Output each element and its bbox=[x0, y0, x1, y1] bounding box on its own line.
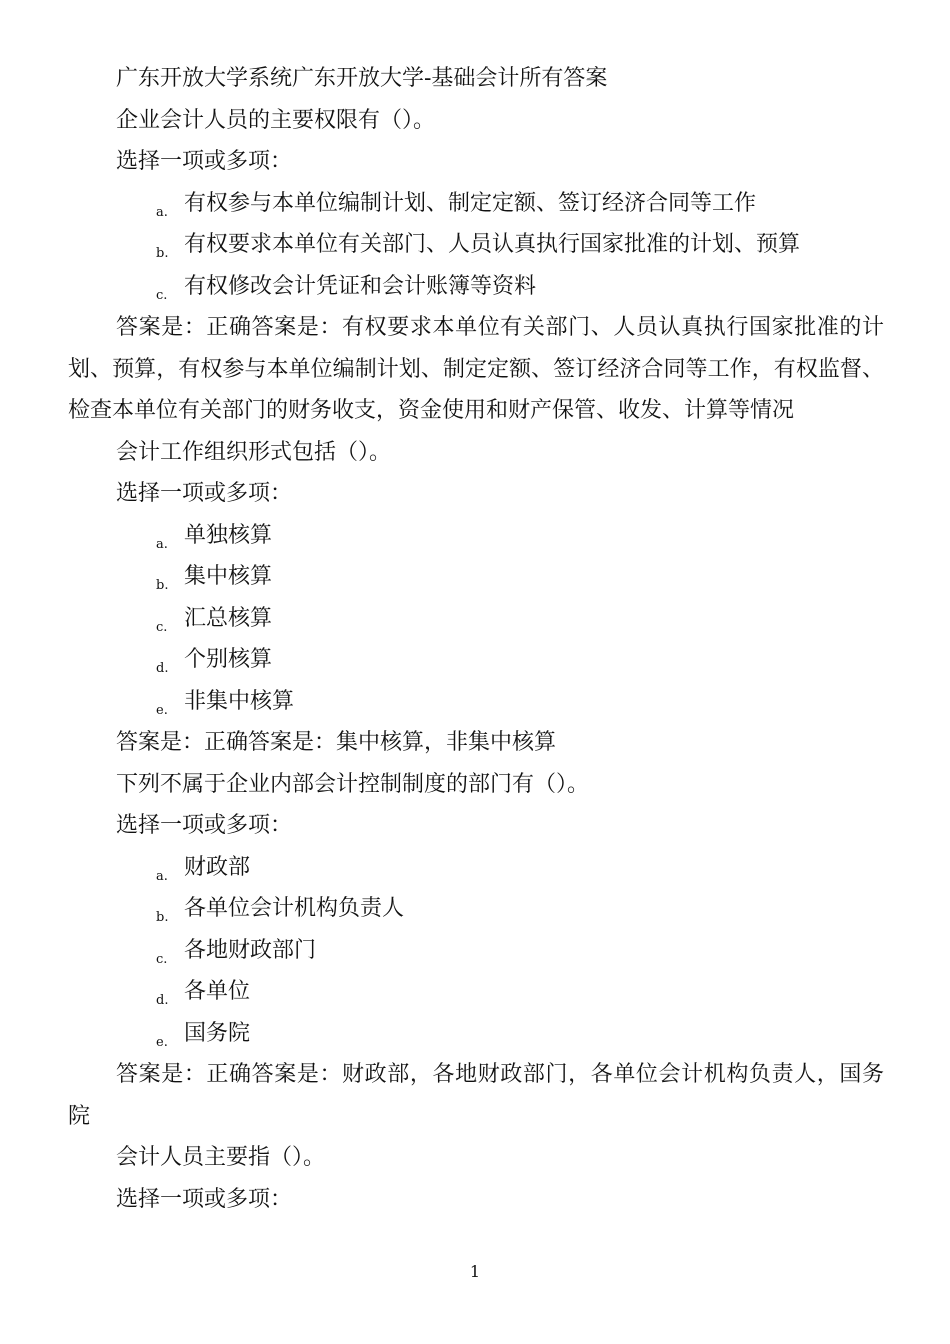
option-letter: b. bbox=[156, 910, 169, 925]
option-letter: b. bbox=[156, 246, 169, 261]
question-block bbox=[68, 1137, 884, 1220]
answer-text: 答案是：正确答案是：集中核算，非集中核算 bbox=[116, 730, 557, 755]
page-number: 1 bbox=[469, 1262, 481, 1281]
option-text: 单独核算 bbox=[184, 522, 273, 548]
question-text: 会计人员主要指（）。 bbox=[116, 1145, 326, 1170]
option-item bbox=[68, 847, 884, 889]
option-item bbox=[68, 556, 884, 598]
question-prompt: 选择一项或多项： bbox=[116, 149, 293, 174]
option-letter: a. bbox=[156, 868, 168, 884]
option-letter: c. bbox=[156, 619, 168, 635]
option-letter: a. bbox=[156, 204, 168, 220]
option-item bbox=[68, 888, 884, 930]
option-letter: c. bbox=[156, 287, 168, 303]
question-block bbox=[68, 432, 884, 764]
option-item bbox=[68, 183, 884, 225]
option-text: 个别核算 bbox=[184, 647, 273, 672]
option-item bbox=[68, 971, 884, 1013]
option-letter: e. bbox=[156, 1034, 168, 1050]
answer-text: 答案是：正确答案是：有权要求本单位有关部门、人员认真执行国家批准的计划、预算，有权参与本单位编制计划、制定定额、签订经济合同等工作，有权监督、检查本单位有关部门的财务收支，资金使用和财产保管、收发、计算等情况 bbox=[68, 315, 884, 423]
question-text: 下列不属于企业内部会计控制制度的部门有（）。 bbox=[116, 771, 590, 797]
question-prompt: 选择一项或多项： bbox=[116, 1186, 293, 1212]
option-text: 有权修改会计凭证和会计账簿等资料 bbox=[184, 273, 537, 299]
option-letter: c. bbox=[156, 951, 168, 967]
option-text: 有权参与本单位编制计划、制定定额、签订经济合同等工作 bbox=[184, 190, 757, 216]
option-text: 财政部 bbox=[184, 854, 251, 880]
option-text: 集中核算 bbox=[184, 564, 273, 589]
question-block bbox=[68, 100, 884, 432]
document-title: 广东开放大学系统广东开放大学-基础会计所有答案 bbox=[116, 66, 608, 91]
question-text: 会计工作组织形式包括（）。 bbox=[116, 439, 392, 465]
option-item bbox=[68, 681, 884, 723]
question-text: 企业会计人员的主要权限有（）。 bbox=[116, 107, 436, 133]
option-letter: e. bbox=[156, 702, 168, 718]
option-item bbox=[68, 930, 884, 972]
option-text: 有权要求本单位有关部门、人员认真执行国家批准的计划、预算 bbox=[184, 232, 801, 257]
option-text: 非集中核算 bbox=[184, 688, 295, 714]
question-prompt: 选择一项或多项： bbox=[116, 813, 293, 838]
option-item bbox=[68, 266, 884, 308]
option-item bbox=[68, 224, 884, 266]
option-item bbox=[68, 515, 884, 557]
option-text: 国务院 bbox=[184, 1020, 251, 1046]
question-prompt: 选择一项或多项： bbox=[116, 481, 293, 506]
option-letter: a. bbox=[156, 536, 168, 552]
option-item bbox=[68, 1013, 884, 1055]
option-item bbox=[68, 639, 884, 681]
option-text: 各单位会计机构负责人 bbox=[184, 896, 405, 921]
option-letter: d. bbox=[156, 661, 169, 676]
answer-text: 答案是：正确答案是：财政部，各地财政部门，各单位会计机构负责人，国务院 bbox=[68, 1062, 884, 1129]
document-body bbox=[68, 58, 884, 1220]
option-text: 各地财政部门 bbox=[184, 937, 317, 963]
option-letter: b. bbox=[156, 578, 169, 593]
option-text: 各单位 bbox=[184, 979, 251, 1004]
option-text: 汇总核算 bbox=[184, 605, 273, 631]
option-item bbox=[68, 598, 884, 640]
option-letter: d. bbox=[156, 993, 169, 1008]
question-block bbox=[68, 764, 884, 1138]
